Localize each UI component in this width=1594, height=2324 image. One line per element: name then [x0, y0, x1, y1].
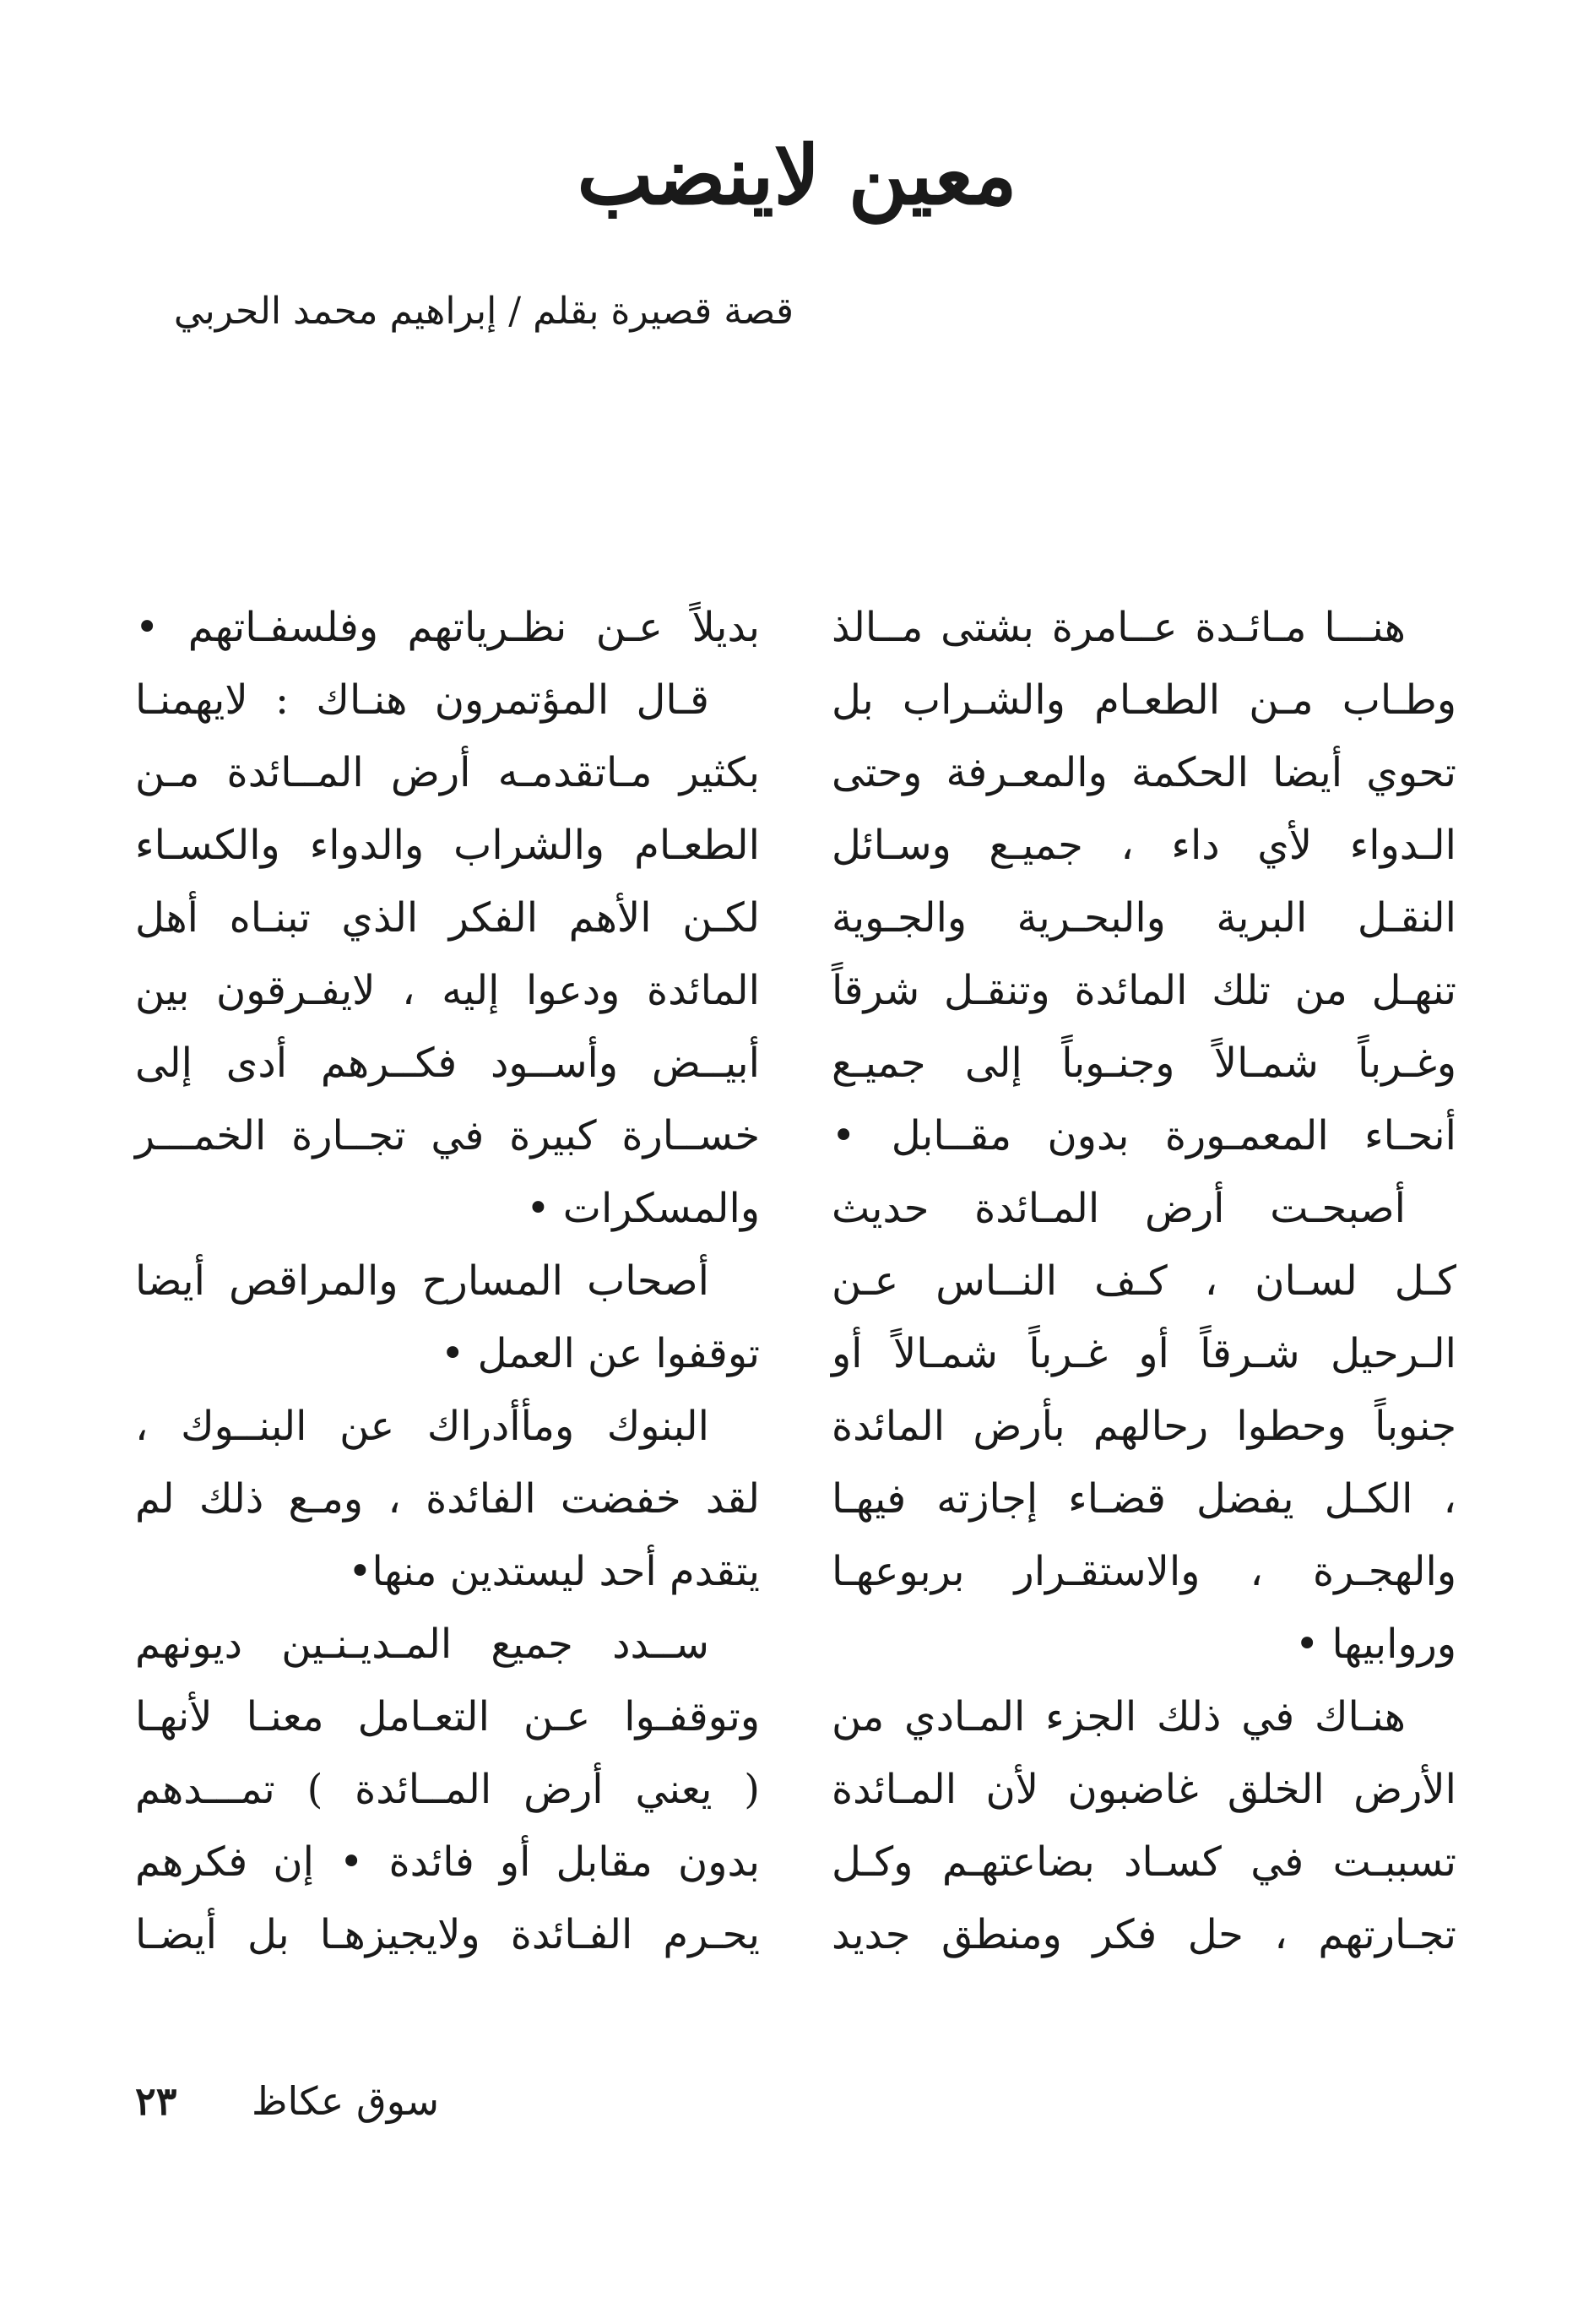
text-line: المائدة ودعوا إليه ، لايفـرقون بين — [135, 967, 760, 1014]
text-line: أصحاب المسارح والمراقص أيضا — [135, 1257, 709, 1305]
text-line: الطعـام والشراب والدواء والكسـاء — [135, 822, 760, 869]
text-line: ، الكـل يفضل قضـاء إجازته فيهـا — [832, 1475, 1456, 1523]
text-line: بدون مقابل أو فائدة • إن فكرهم — [135, 1838, 760, 1886]
text-line: بكثير مـاتقدمـه أرض المــائدة مـن — [135, 749, 760, 796]
text-line: قـال المؤتمرون هنـاك : لايهمنـا — [135, 676, 709, 724]
page-footer — [135, 2067, 439, 2135]
story-byline: قصة قصيرة بقلم / إبراهيم محمد الحربي — [173, 290, 794, 333]
text-line: كـل لسـان ، كـف النــاس عـن — [832, 1257, 1456, 1305]
text-column-right — [832, 591, 1456, 1971]
text-line: توقفوا عن العمل • — [441, 1330, 760, 1377]
text-line: جنوباً وحطوا رحالهم بأرض المائدة — [832, 1403, 1456, 1450]
text-line: يتقدم أحد ليستدين منها• — [348, 1548, 760, 1595]
text-line: لكـن الأهم الفكر الذي تبنـاه أهل — [135, 894, 760, 942]
text-line: تحوي أيضا الحكمة والمعـرفة وحتى — [832, 749, 1456, 796]
text-line: لقد خفضت الفائدة ، ومـع ذلك لم — [135, 1475, 760, 1523]
text-line: هنـاك في ذلك الجزء المـادي من — [832, 1693, 1406, 1740]
text-line: النقـل البرية والبحـرية والجـوية — [832, 894, 1456, 942]
text-line: البنوك ومأأدراك عن البنــوك ، — [135, 1403, 709, 1450]
text-line: خســارة كبيرة في تجــارة الخمـــر — [135, 1112, 760, 1159]
text-line: الـدواء لأي داء ، جميـع وسـائل — [832, 822, 1456, 869]
text-line: والمسكرات • — [526, 1185, 760, 1232]
text-line: بديلاً عـن نظـرياتهم وفلسفـاتهم • — [135, 604, 760, 651]
text-line: تنهـل من تلك المائدة وتنقـل شرقاً — [832, 967, 1456, 1014]
magazine-name: سوق عكاظ — [251, 2078, 439, 2124]
text-line: والهجـرة ، والاستقـرار بربوعهـا — [832, 1548, 1456, 1595]
text-column-left — [135, 591, 760, 1971]
page-number: ٢٣ — [135, 2078, 177, 2124]
text-line: ســدد جميع المـديـنـين ديونهم — [135, 1621, 709, 1668]
text-line: وغـرباً شمـالاً وجنـوباً إلى جميـع — [832, 1040, 1456, 1087]
text-line: ( يعني أرض المــائدة ) تمـــدهم — [135, 1766, 760, 1813]
text-line: تسببـت في كسـاد بضاعتهـم وكـل — [832, 1838, 1456, 1886]
text-line: أصبحـت أرض المـائدة حديث — [832, 1185, 1406, 1232]
text-line: أنحـاء المعمـورة بدون مقــابل • — [832, 1112, 1456, 1159]
text-line: هنـــا مـائـدة عــامرة بشتى مــالذ — [832, 604, 1406, 651]
text-line: وطـاب مـن الطعـام والشـراب بل — [832, 676, 1456, 724]
text-line: الأرض الخلق غاضبون لأن المـائدة — [832, 1766, 1456, 1813]
text-line: أبيــض وأســود فكــرهم أدى إلى — [135, 1040, 760, 1087]
text-line: وروابيها • — [1294, 1621, 1456, 1668]
text-line: يحـرم الفـائدة ولايجيزهـا بل أيضـا — [135, 1911, 760, 1958]
text-line: وتوقفـوا عـن التعـامل معنـا لأنهـا — [135, 1693, 760, 1740]
text-line: تجـارتهم ، حل فكر ومنطق جديد — [832, 1911, 1456, 1958]
story-title: معين لاينضب — [577, 128, 1017, 223]
text-line: الـرحيل شـرقاً أو غـرباً شمـالاً أو — [832, 1330, 1456, 1377]
